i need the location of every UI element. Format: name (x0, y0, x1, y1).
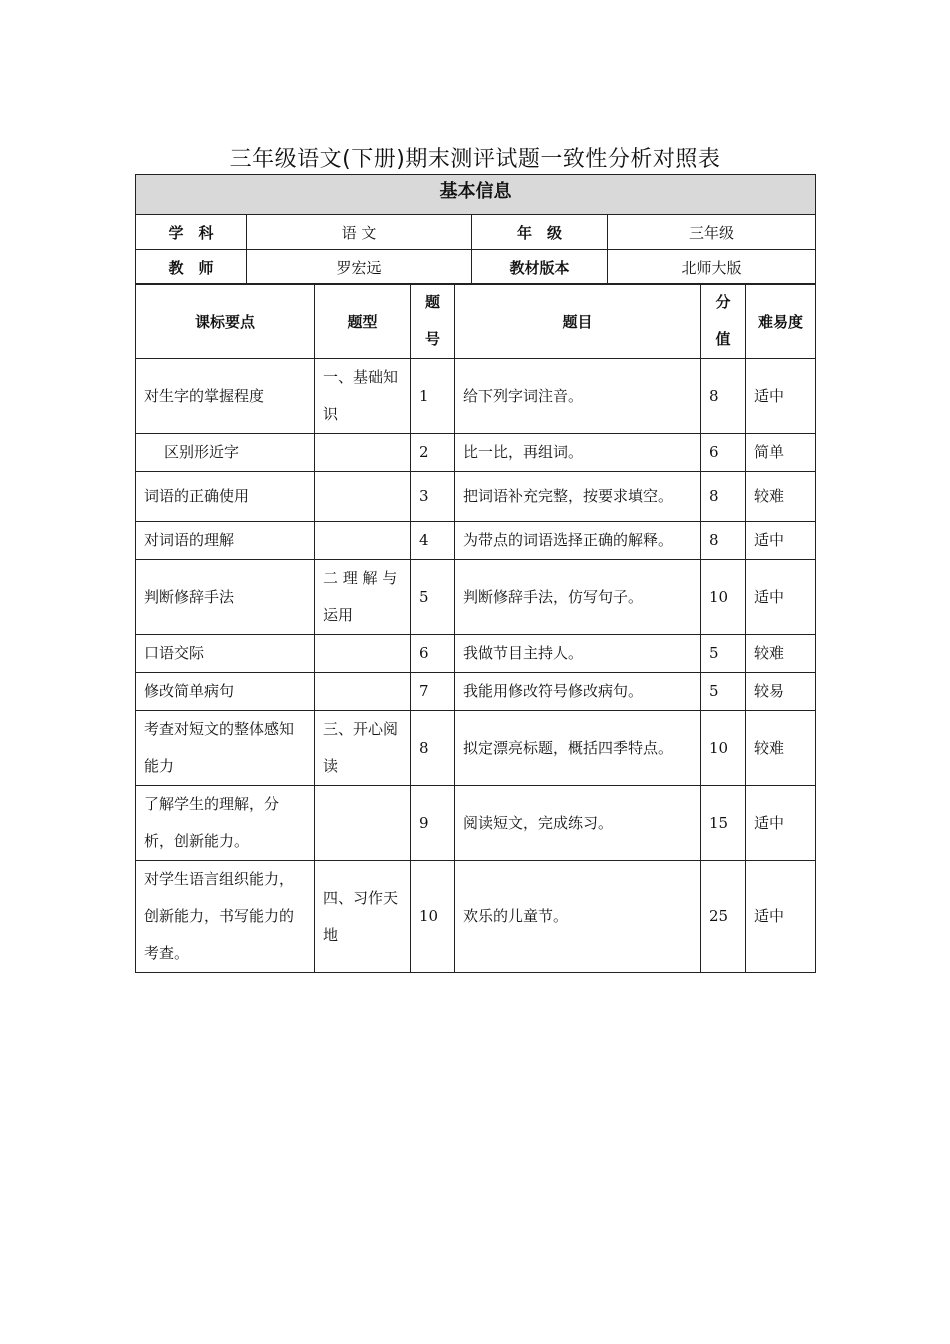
cell-question: 拟定漂亮标题，概括四季特点。 (455, 711, 701, 786)
header-number-top: 题 (424, 293, 440, 311)
cell-point: 对词语的理解 (136, 522, 315, 560)
cell-question: 我能用修改符号修改病句。 (455, 673, 701, 711)
cell-type (315, 472, 411, 522)
cell-question: 给下列字词注音。 (455, 359, 701, 434)
cell-score: 6 (701, 434, 746, 472)
cell-score: 5 (701, 635, 746, 673)
table-row (136, 673, 816, 711)
table-row (136, 861, 816, 973)
cell-number: 5 (411, 560, 455, 635)
cell-question: 比一比，再组词。 (455, 434, 701, 472)
cell-point: 对学生语言组织能力，创新能力，书写能力的考查。 (136, 861, 315, 973)
header-number (411, 284, 455, 359)
cell-number: 4 (411, 522, 455, 560)
cell-number: 10 (411, 861, 455, 973)
cell-score: 10 (701, 711, 746, 786)
basic-info-banner: 基本信息 (136, 175, 816, 215)
teacher-label: 教 师 (136, 250, 247, 285)
cell-number: 1 (411, 359, 455, 434)
cell-number: 3 (411, 472, 455, 522)
header-point: 课标要点 (136, 284, 315, 359)
header-score-bottom: 值 (715, 330, 731, 348)
table-row (136, 635, 816, 673)
subject-value: 语 文 (247, 215, 472, 250)
cell-number: 8 (411, 711, 455, 786)
cell-question: 把词语补充完整，按要求填空。 (455, 472, 701, 522)
cell-number: 2 (411, 434, 455, 472)
cell-difficulty: 较易 (746, 673, 816, 711)
header-difficulty: 难易度 (746, 284, 816, 359)
cell-score: 8 (701, 472, 746, 522)
analysis-table (135, 283, 816, 973)
table-row (136, 560, 816, 635)
header-question: 题目 (455, 284, 701, 359)
cell-difficulty: 适中 (746, 359, 816, 434)
cell-difficulty: 较难 (746, 635, 816, 673)
cell-difficulty: 适中 (746, 861, 816, 973)
cell-score: 5 (701, 673, 746, 711)
cell-type (315, 673, 411, 711)
cell-difficulty: 适中 (746, 522, 816, 560)
cell-point: 对生字的掌握程度 (136, 359, 315, 434)
table-row (136, 786, 816, 861)
cell-point: 考查对短文的整体感知能力 (136, 711, 315, 786)
cell-point: 词语的正确使用 (136, 472, 315, 522)
header-type: 题型 (315, 284, 411, 359)
table-row (136, 522, 816, 560)
header-score (701, 284, 746, 359)
cell-number: 7 (411, 673, 455, 711)
cell-type (315, 522, 411, 560)
cell-score: 8 (701, 359, 746, 434)
cell-point: 了解学生的理解，分析，创新能力。 (136, 786, 315, 861)
header-number-bottom: 号 (424, 330, 440, 348)
cell-type (315, 786, 411, 861)
teacher-value: 罗宏远 (247, 250, 472, 285)
cell-question: 我做节目主持人。 (455, 635, 701, 673)
table-row (136, 472, 816, 522)
cell-number: 6 (411, 635, 455, 673)
cell-point: 判断修辞手法 (136, 560, 315, 635)
cell-question: 判断修辞手法，仿写句子。 (455, 560, 701, 635)
cell-difficulty: 适中 (746, 786, 816, 861)
cell-number: 9 (411, 786, 455, 861)
subject-label: 学 科 (136, 215, 247, 250)
cell-type: 四、习作天地 (315, 861, 411, 973)
cell-difficulty: 较难 (746, 472, 816, 522)
grade-value: 三年级 (608, 215, 816, 250)
cell-type: 三、开心阅读 (315, 711, 411, 786)
cell-difficulty: 简单 (746, 434, 816, 472)
edition-value: 北师大版 (608, 250, 816, 285)
page-title: 三年级语文(下册)期末测评试题一致性分析对照表 (229, 147, 721, 172)
header-score-top: 分 (715, 293, 731, 311)
cell-difficulty: 适中 (746, 560, 816, 635)
table-header-row (136, 284, 816, 359)
cell-score: 8 (701, 522, 746, 560)
grade-label: 年 级 (472, 215, 608, 250)
cell-point: 口语交际 (136, 635, 315, 673)
basic-info-table (135, 174, 816, 285)
cell-question: 阅读短文，完成练习。 (455, 786, 701, 861)
table-row (136, 359, 816, 434)
cell-type (315, 434, 411, 472)
cell-type: 二 理 解 与运用 (315, 560, 411, 635)
cell-score: 25 (701, 861, 746, 973)
cell-type: 一、基础知识 (315, 359, 411, 434)
cell-type (315, 635, 411, 673)
cell-score: 10 (701, 560, 746, 635)
cell-question: 欢乐的儿童节。 (455, 861, 701, 973)
table-row (136, 434, 816, 472)
cell-difficulty: 较难 (746, 711, 816, 786)
cell-point: 区别形近字 (136, 434, 315, 472)
table-row (136, 711, 816, 786)
cell-score: 15 (701, 786, 746, 861)
edition-label: 教材版本 (472, 250, 608, 285)
cell-question: 为带点的词语选择正确的解释。 (455, 522, 701, 560)
cell-point: 修改简单病句 (136, 673, 315, 711)
